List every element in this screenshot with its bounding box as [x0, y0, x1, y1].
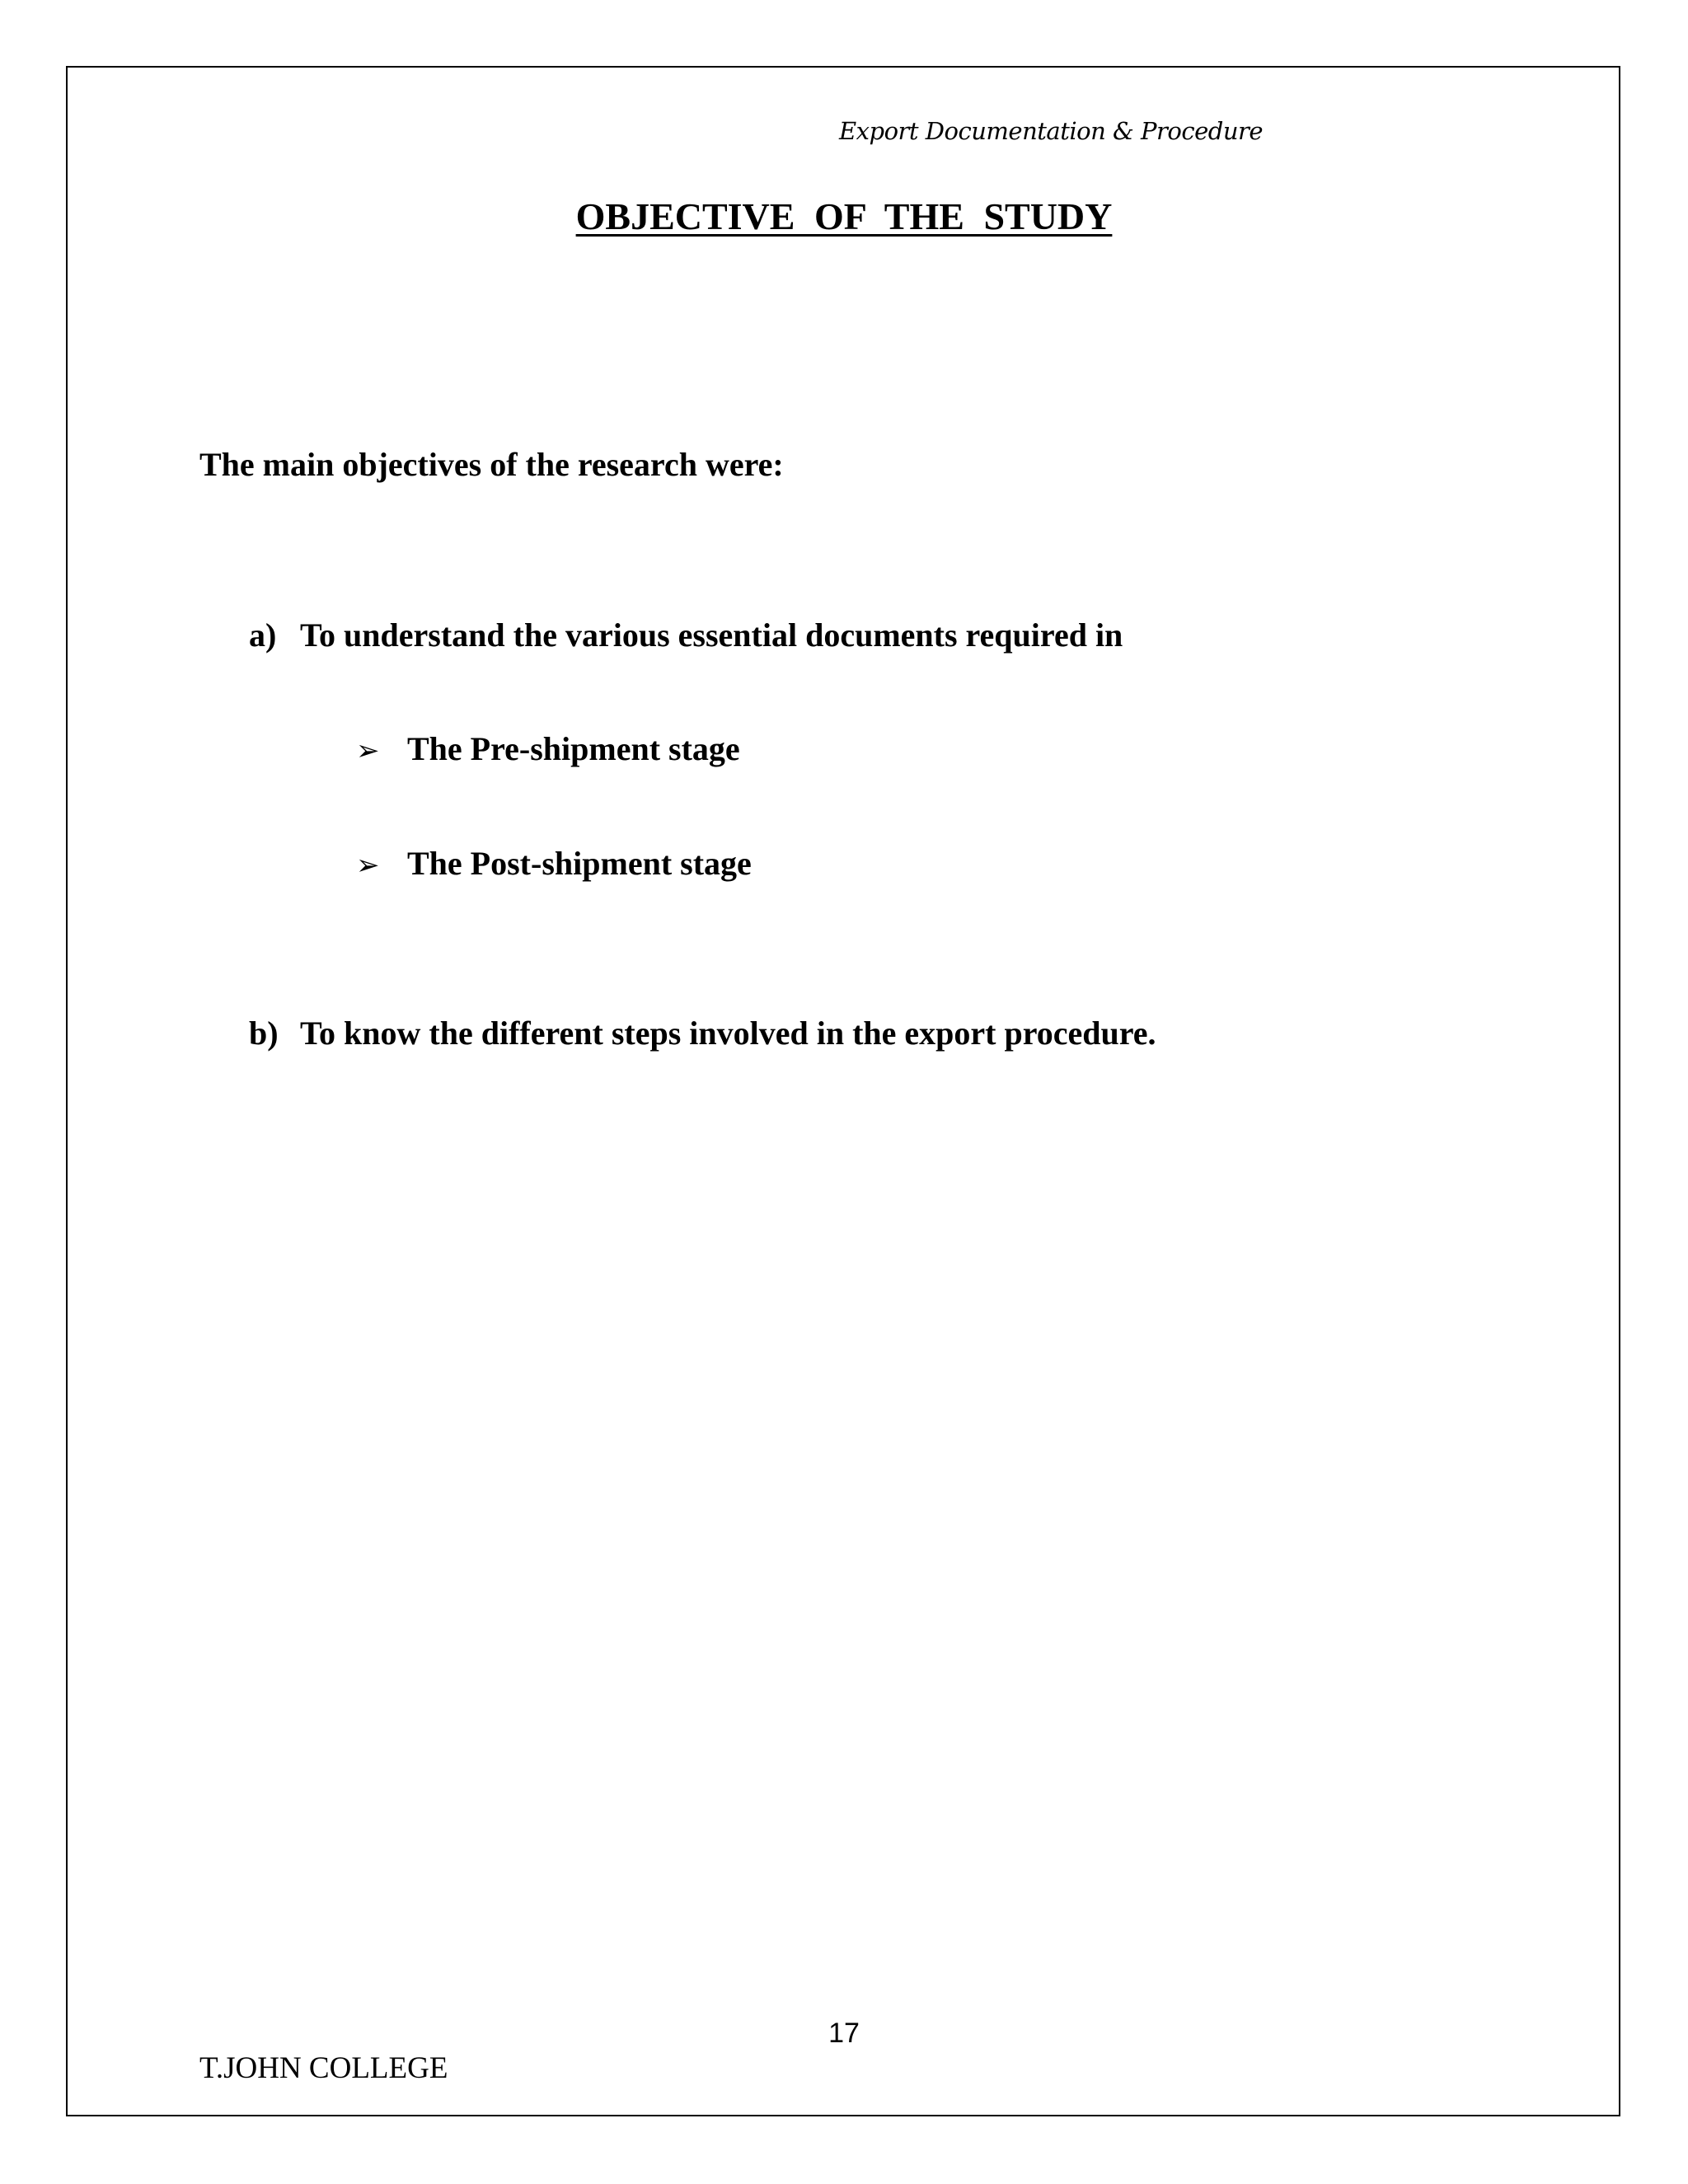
sub-item-post-shipment: [356, 844, 752, 883]
intro-text: The main objectives of the research were:: [199, 446, 784, 483]
page-number: 17: [828, 2018, 860, 2049]
sub-item-pre-shipment-text: The Pre-shipment stage: [407, 730, 740, 767]
sub-item-post-shipment-text: The Post-shipment stage: [407, 845, 752, 882]
objective-a: [249, 616, 1123, 654]
arrow-bullet-icon: ➢: [356, 849, 380, 882]
objective-a-text: To understand the various essential documents required in: [300, 616, 1123, 654]
sub-item-pre-shipment: [356, 729, 740, 768]
objective-b-text: To know the different steps involved in the export procedure.: [300, 1015, 1156, 1052]
objective-b-marker: b): [249, 1015, 279, 1052]
footer-college-name: T.JOHN COLLEGE: [199, 2051, 448, 2085]
objective-a-marker: a): [249, 616, 277, 654]
page-border: [66, 66, 1620, 2116]
objective-b: [249, 1014, 1156, 1052]
arrow-bullet-icon: ➢: [356, 734, 380, 767]
page-title: OBJECTIVE OF THE STUDY: [575, 195, 1113, 237]
running-header: Export Documentation & Procedure: [839, 117, 1264, 145]
